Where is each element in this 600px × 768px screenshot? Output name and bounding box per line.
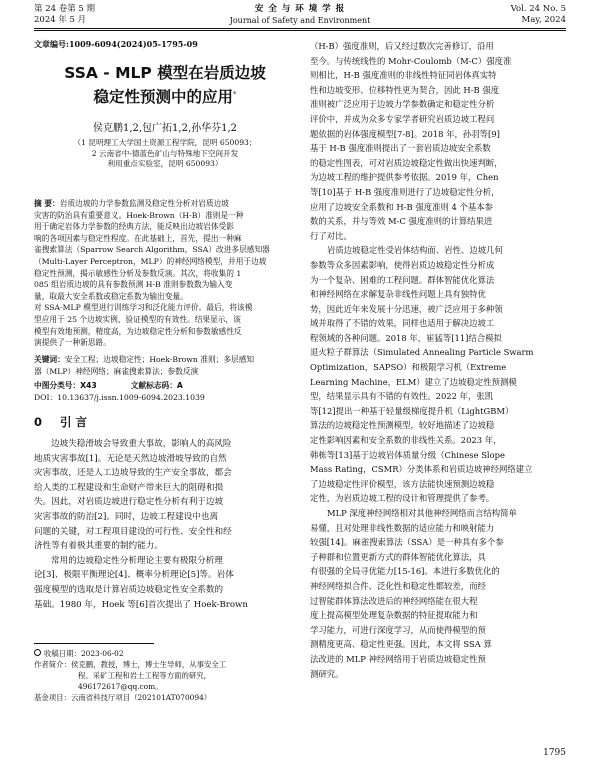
body-line: 定性，为岩质边坡工程的设计和管理提供了参考。	[310, 493, 495, 504]
abstract-line: 演提供了一种新思路。	[34, 338, 111, 348]
body-line: Mass Rating，CSMR）分类体系和岩质边坡神经网络建立	[310, 464, 533, 475]
abstract-line: （Multi-Layer Perceptron，MLP）的神经网络模型，并用于边坡	[34, 256, 267, 266]
body-line: 岩质边坡稳定性受岩体结构面、岩性、边坡几何	[327, 245, 503, 256]
body-line: 为一个复杂、困难的工程问题。群体智能优化算法	[310, 274, 495, 285]
title-line-1: SSA - MLP 模型在岩质边坡	[64, 64, 266, 82]
body-line: 和神经网络在求解复杂非线性问题上具有独特优	[310, 289, 486, 300]
body-line: 应用了边坡安全系数和 H-B 强度准则 4 个基本参	[310, 201, 494, 212]
body-line: 常用的边坡稳定性分析理论主要有极限分析理	[51, 555, 223, 566]
abstract-line: 稳定性预测，揭示敏感性分析及参数反演。其次，将收集的 1	[34, 268, 242, 278]
keywords-line: 器（MLP）神经网络；麻雀搜索算法；参数反演	[34, 366, 199, 376]
body-line: 神经网络拟合件、泛化性和稳定性都较差，而经	[310, 580, 486, 591]
header-rule-2	[34, 30, 566, 31]
affiliation-line: （1 昆明理工大学国土资源工程学院，昆明 650093；	[73, 138, 257, 147]
body-line: 评价中，并成为众多专家学者研究岩质边坡工程问	[310, 113, 495, 124]
header-rule	[34, 28, 566, 29]
clc-number: 中图分类号：X43	[34, 381, 97, 390]
affiliation-line: 利用重点实验室，昆明 650093）	[107, 159, 223, 168]
abstract-line: 响的各项因素与稳定性程度。在此基础上，首先，提出一种麻	[34, 233, 242, 243]
doi: DOI：10.13637/j.issn.1009-6094.2023.1039	[34, 392, 205, 402]
body-line: 则相比，H-B 强度准则的非线性特征同岩体真实特	[310, 70, 497, 81]
body-line: 的稳定性图表，可对岩质边坡稳定性做出快速判断，	[310, 157, 503, 168]
abstract-label: 摘 要：	[34, 199, 60, 208]
body-line: 题依据的岩体强度模型[7-8]。2018 年，孙羽等[9]	[310, 128, 500, 139]
footnote	[34, 648, 296, 703]
body-line: 准则被广泛应用于边坡力学参数确定和稳定性分析	[310, 99, 495, 110]
intro-left	[34, 437, 296, 612]
body-line: 测研究。	[310, 668, 344, 679]
body-line: 了边坡稳定性评价模型，该方法能快速预测边坡稳	[310, 478, 495, 489]
header-date-en: May, 2024	[521, 15, 566, 25]
body-line: 问题的关键，对工程项目建设的可行性、安全性和经	[34, 526, 232, 537]
header-journal-cn: 安 全 与 环 境 学 报	[254, 4, 346, 14]
header-date-cn: 2024 年 5 月	[34, 15, 87, 25]
section-heading	[34, 414, 296, 430]
page-number: 1795	[543, 748, 566, 758]
body-line: 强度模型的选取是计算岩质边坡稳定性安全系数的	[34, 584, 224, 595]
body-line: 度上提高模型处理复杂数据的特征提取能力和	[310, 610, 478, 621]
author-bio-line: 侯克鹏，教授，博士，博士生导师，从事安全工	[70, 660, 227, 669]
body-line: Optimization，SAPSO）和极限学习机（Extreme	[310, 362, 507, 373]
body-line: 论[3]、极限平衡理论[4]、概率分析理论[5]等。岩体	[34, 570, 234, 581]
author-bio-line: 程、采矿工程和岩土工程等方面的研究，	[78, 671, 212, 680]
body-line: MLP 深度神经网络相对其他神经网络而言结构简单	[327, 508, 517, 518]
body-line: 测精度更高、稳定性更强。因此，本文将 SSA 算	[310, 639, 492, 650]
body-line: 数的关系，并与等效 M-C 强度准则的计算结果进	[310, 216, 493, 227]
abstract-line: 085 组岩质边坡的具有参数预测 H-B 准则参数数为输入变	[34, 280, 233, 290]
author-bio-label: 作者简介：	[34, 660, 71, 669]
body-line: 算法的边坡稳定性预测模型，较好地描述了边坡稳	[310, 420, 495, 431]
abstract-line: 雀搜索算法（Sparrow Search Algorithm，SSA）改进多层感知器	[34, 245, 270, 255]
abstract-line: 用于确定岩体力学参数的经典方法，能反映出边坡岩体受影	[34, 222, 234, 232]
fund-label: 基金项目：	[34, 693, 71, 702]
body-line: 域并取得了不错的效果，同样也适用于解决边坡工	[310, 318, 495, 329]
body-line: 等[12]提出一种基于轻量级梯度提升机（LightGBM）	[310, 405, 514, 416]
body-line: 至今。与传统线性的 Mohr-Coulomb（M-C）强度准	[310, 55, 512, 66]
body-line: 性和边坡变形、位移特性更为契合，因此 H-B 强度	[310, 84, 500, 95]
fund-text: 云南省科技厅项目（202101AT070094）	[70, 693, 212, 702]
footnote-bullet-icon	[34, 649, 41, 656]
keywords	[34, 354, 296, 377]
body-line: 过智能群体算法改进后的神经网络能在很大程	[310, 595, 478, 606]
body-line: 子种群和位置更新方式的群体智能优化算法，具	[310, 551, 486, 562]
body-line: 较强[14]。麻雀搜索算法（SSA）是一种具有多个参	[310, 537, 504, 548]
keywords-label: 关键词：	[34, 355, 65, 364]
authors: 侯克鹏1,2,包广拓1,2,孙华芬1,2	[92, 123, 238, 134]
footnote-rule	[34, 643, 154, 644]
body-line: 有很强的全局寻优能力[15-16]。本进行多数优化的	[310, 566, 500, 577]
abstract-line: 岩质边坡的力学参数监测及稳定性分析对岩质边坡	[59, 199, 229, 208]
article-id: 文章编号:1009-6094(2024)05-1795-09	[34, 39, 198, 49]
abstract	[34, 198, 296, 349]
affiliation-line: 2 云南省中-德蓝色矿山与特殊地下空间开发	[91, 148, 239, 158]
body-line: 失。因此，对岩质边坡进行稳定性分析有利于边坡	[34, 497, 224, 508]
title-line-2	[34, 84, 296, 108]
body-line: 参数等众多因素影响，使得岩质边坡稳定性分析成	[310, 259, 495, 270]
body-line: （H-B）强度准则，后又经过数次完善修订，沿用	[310, 41, 494, 51]
body-line: 灾害事故的防治[2]。同时，边坡工程建设中也离	[34, 511, 219, 522]
body-line: 型，结果显示具有不错的有效性。2022 年，张凯	[310, 391, 494, 402]
body-line: 韩栋等[13]基于边坡岩体质量分级（Chinese Slope	[310, 449, 505, 460]
body-line: 基于 H-B 强度准则提出了一套岩质边坡安全系数	[310, 143, 491, 154]
header-volume-cn: 第 24 卷第 5 期	[34, 4, 96, 14]
keywords-line: 安全工程；边坡稳定性；Hoek-Brown 准则；多层感知	[64, 355, 255, 364]
body-line: 退火粒子群算法（Simulated Annealing Particle Swarm	[310, 347, 534, 358]
body-line: 学习能力，可进行深度学习，从而使得模型的预	[310, 624, 486, 635]
abstract-line: 灾害的防治具有重要意义。Hoek-Brown（H-B）准则是一种	[34, 210, 244, 220]
body-line: 等[10]基于 H-B 强度准则进行了边坡稳定性分析，	[310, 186, 500, 197]
abstract-line: 量，取最大安全系数或稳定系数为输出变量。	[34, 291, 188, 301]
body-line: 地质灾害事故[1]。无论是天然边坡滑坡导致的自然	[34, 453, 227, 464]
article-title	[34, 63, 296, 108]
abstract-line: 型应用于 25 个边坡实例，验证模型的有效性。结果显示，该	[34, 314, 241, 324]
body-line: 济性等有着极其重要的制约能力。	[34, 541, 163, 552]
title-footnote-mark: *	[233, 90, 237, 98]
received-date: 收稿日期：2023-06-02	[44, 649, 124, 658]
header-journal-en: Journal of Safety and Environment	[229, 16, 371, 25]
body-line: 基础。1980 年，Hoek 等[6]首次提出了 Hoek-Brown	[34, 599, 248, 610]
section-title: 引 言	[60, 415, 88, 429]
body-line: 边坡失稳滑坡会导致重大事故，影响人的高风险	[51, 439, 232, 449]
body-line: 势，因此近年来发展十分迅速，被广泛应用于多种领	[310, 303, 503, 314]
author-email[interactable]: 496172617@qq.com。	[78, 682, 163, 691]
header-volume-en: Vol. 24 No. 5	[510, 4, 566, 14]
body-line: Learning Machine，ELM）建立了边坡稳定性预测模	[310, 376, 517, 387]
body-line: 法改进的 MLP 神经网络用于岩质边坡稳定性预	[310, 653, 486, 664]
body-line: 灾害事故，还是人工边坡导致的生产安全事故，都会	[34, 468, 232, 479]
classification	[34, 380, 296, 403]
right-column	[310, 39, 566, 681]
section-number: 0	[34, 415, 43, 429]
body-line: 易懂，且对处理非线性数据的适应能力和映射能力	[310, 522, 495, 533]
body-line: 程领域的各种问题。2018 年，崔猛等[11]结合模拟	[310, 332, 502, 343]
abstract-line: 模型有效地预测，精度高，为边坡稳定性分析和参数敏感性反	[34, 326, 242, 336]
affiliations	[34, 138, 296, 170]
abstract-line: 对 SSA-MLP 模型进行训练学习和泛化能力评价。最后，将该模	[34, 303, 253, 313]
body-line: 给人类的工程建设和生命财产带来巨大的阻碍和损	[34, 482, 224, 493]
title-line-2-text: 稳定性预测中的应用	[93, 88, 233, 107]
body-line: 为边坡工程的维护提供参考依据。2019 年，Chen	[310, 172, 499, 183]
body-line: 行了对比。	[310, 230, 352, 241]
document-code: 文献标志码：A	[130, 381, 183, 390]
body-line: 定性影响因素和安全系数的非线性关系。2023 年，	[310, 435, 502, 446]
